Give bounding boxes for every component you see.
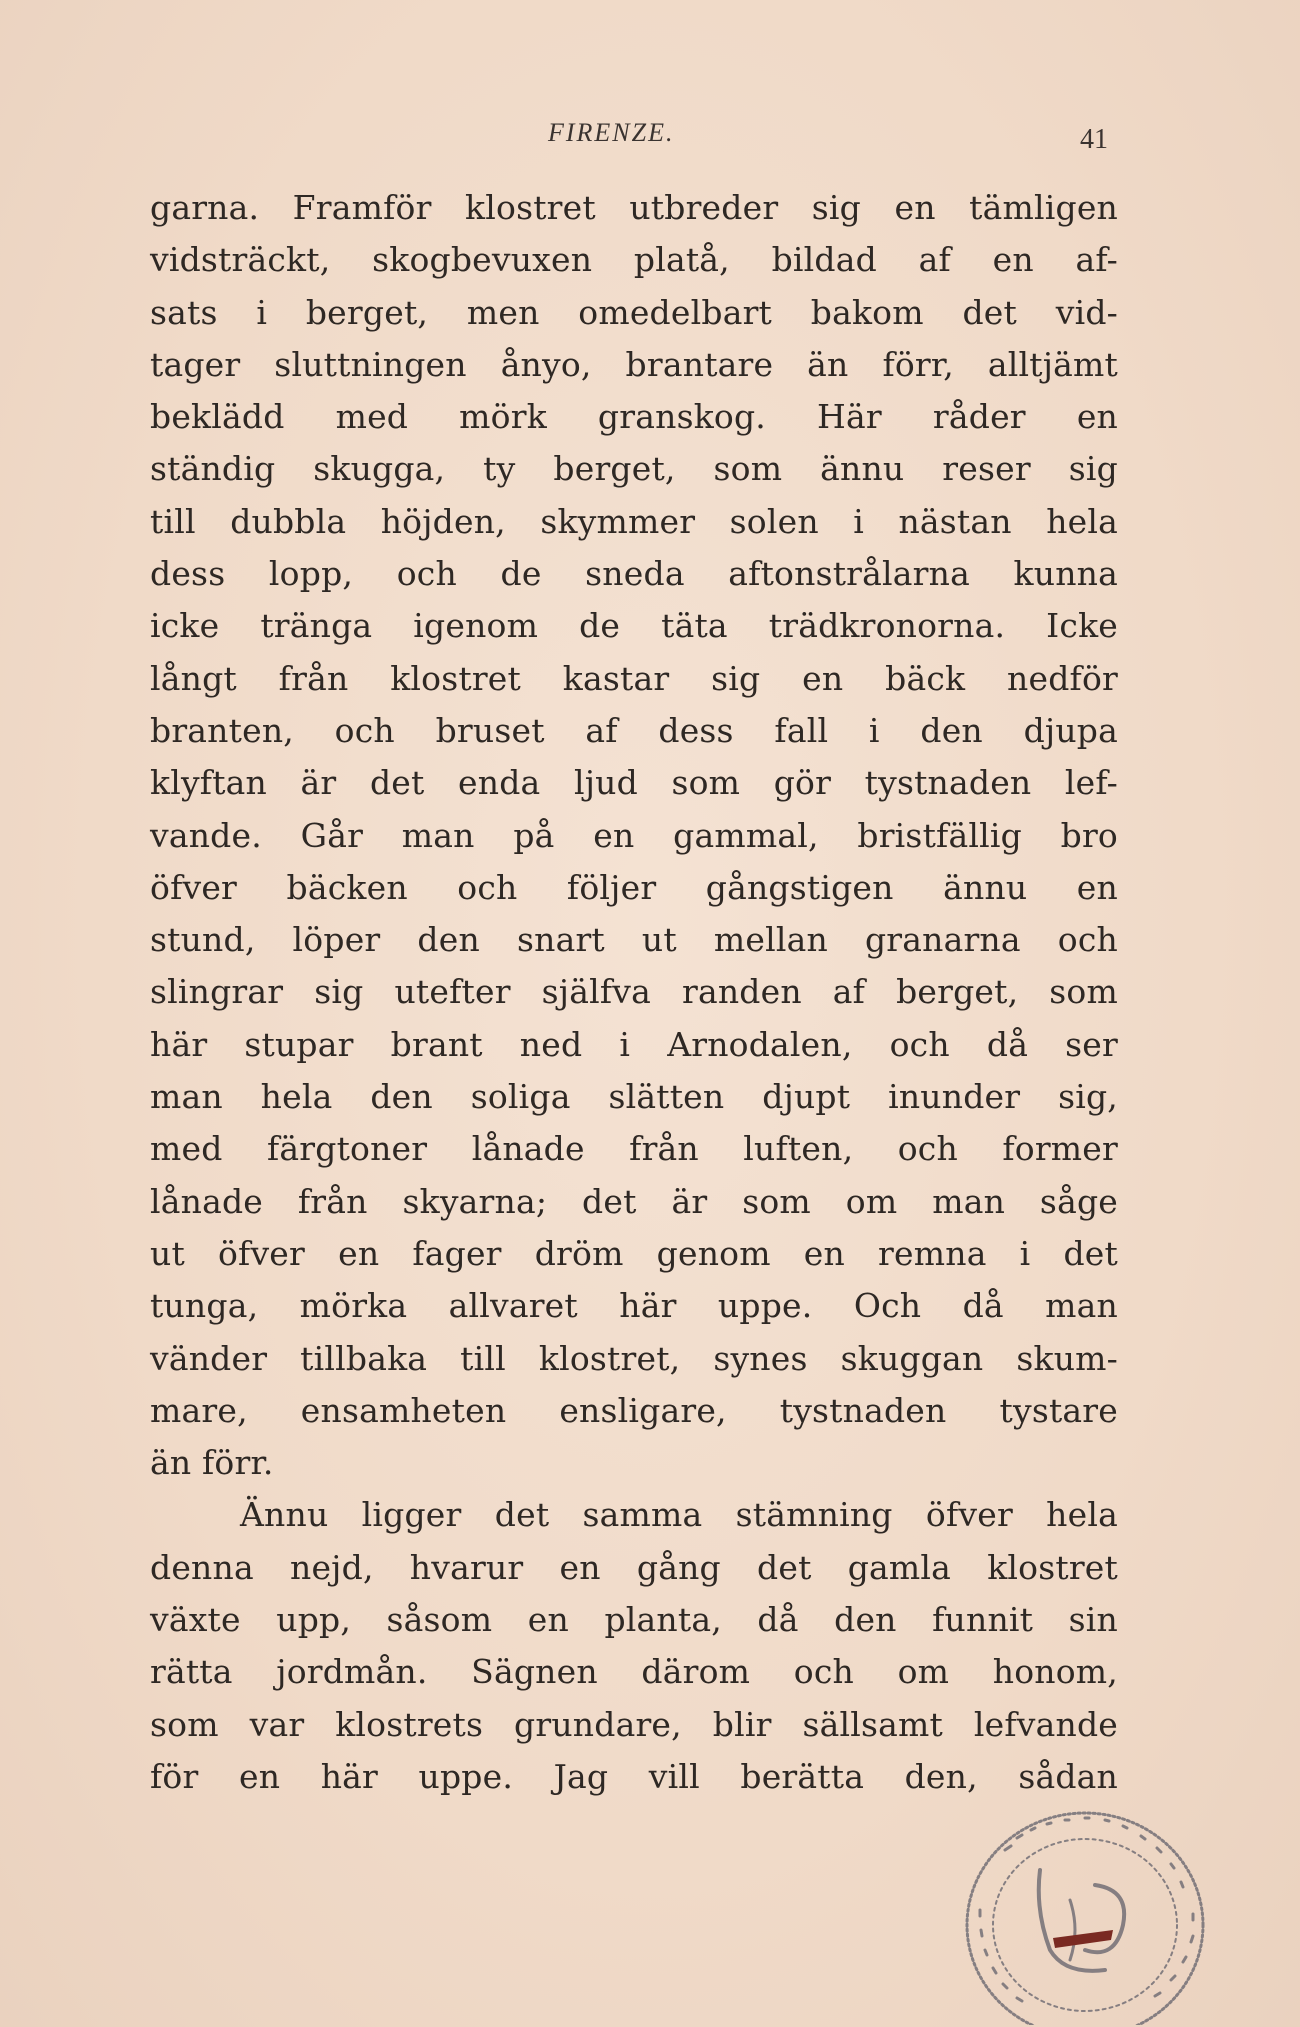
library-stamp	[945, 1790, 1220, 2025]
text-line: ut öfver en fager dröm genom en remna i det	[150, 1233, 1118, 1273]
text-line: tager sluttningen ånyo, brantare än förr, alltjämt	[150, 344, 1118, 384]
text-line: öfver bäcken och följer gångstigen ännu en	[150, 867, 1118, 907]
text-line: icke tränga igenom de täta trädkronorna. Icke	[150, 606, 1118, 646]
text-line: sats i berget, men omedelbart bakom det vid-	[150, 292, 1118, 332]
text-line: ständig skugga, ty berget, som ännu reser sig	[150, 449, 1118, 489]
text-line: garna. Framför klostret utbreder sig en tämligen	[150, 188, 1118, 227]
page-number: 41	[1080, 124, 1108, 155]
text-line: växte upp, såsom en planta, då den funnit sin	[150, 1600, 1118, 1640]
text-line: för en här uppe. Jag vill berätta den, sådan	[150, 1756, 1118, 1796]
text-line: vande. Går man på en gammal, bristfällig bro	[150, 815, 1118, 855]
text-line: dess lopp, och de sneda aftonstrålarna kunna	[150, 554, 1118, 594]
text-line: med färgtoner lånade från luften, och former	[150, 1129, 1118, 1169]
text-line: stund, löper den snart ut mellan granarna och	[150, 920, 1118, 960]
text-line: än förr.	[150, 1443, 274, 1483]
text-line: här stupar brant ned i Arnodalen, och då ser	[150, 1024, 1118, 1064]
text-line: tunga, mörka allvaret här uppe. Och då man	[150, 1286, 1118, 1326]
text-line: denna nejd, hvarur en gång det gamla klostret	[150, 1547, 1118, 1587]
text-line: lånade från skyarna; det är som om man såge	[150, 1181, 1118, 1221]
text-line: slingrar sig utefter själfva randen af berget, som	[150, 972, 1118, 1012]
text-line: branten, och bruset af dess fall i den djupa	[150, 710, 1118, 750]
text-line: beklädd med mörk granskog. Här råder en	[150, 397, 1118, 437]
text-line: som var klostrets grundare, blir sällsamt lefvande	[150, 1704, 1118, 1744]
text-line: långt från klostret kastar sig en bäck nedför	[150, 658, 1118, 698]
text-line: rätta jordmån. Sägnen därom och om honom,	[150, 1652, 1118, 1692]
body-text	[150, 182, 1118, 1803]
text-line: till dubbla höjden, skymmer solen i nästan hela	[150, 501, 1118, 541]
text-line: mare, ensamheten ensligare, tystnaden tystare	[150, 1390, 1118, 1430]
text-line: vänder tillbaka till klostret, synes skuggan skum-	[150, 1338, 1118, 1378]
text-line: klyftan är det enda ljud som gör tystnaden lef-	[150, 763, 1118, 803]
running-title: FIRENZE.	[548, 118, 675, 147]
text-line-indented: Ännu ligger det samma stämning öfver hela	[240, 1495, 1118, 1535]
text-line: vidsträckt, skogbevuxen platå, bildad af en af-	[150, 240, 1118, 280]
text-line: man hela den soliga slätten djupt inunder sig,	[150, 1077, 1118, 1117]
